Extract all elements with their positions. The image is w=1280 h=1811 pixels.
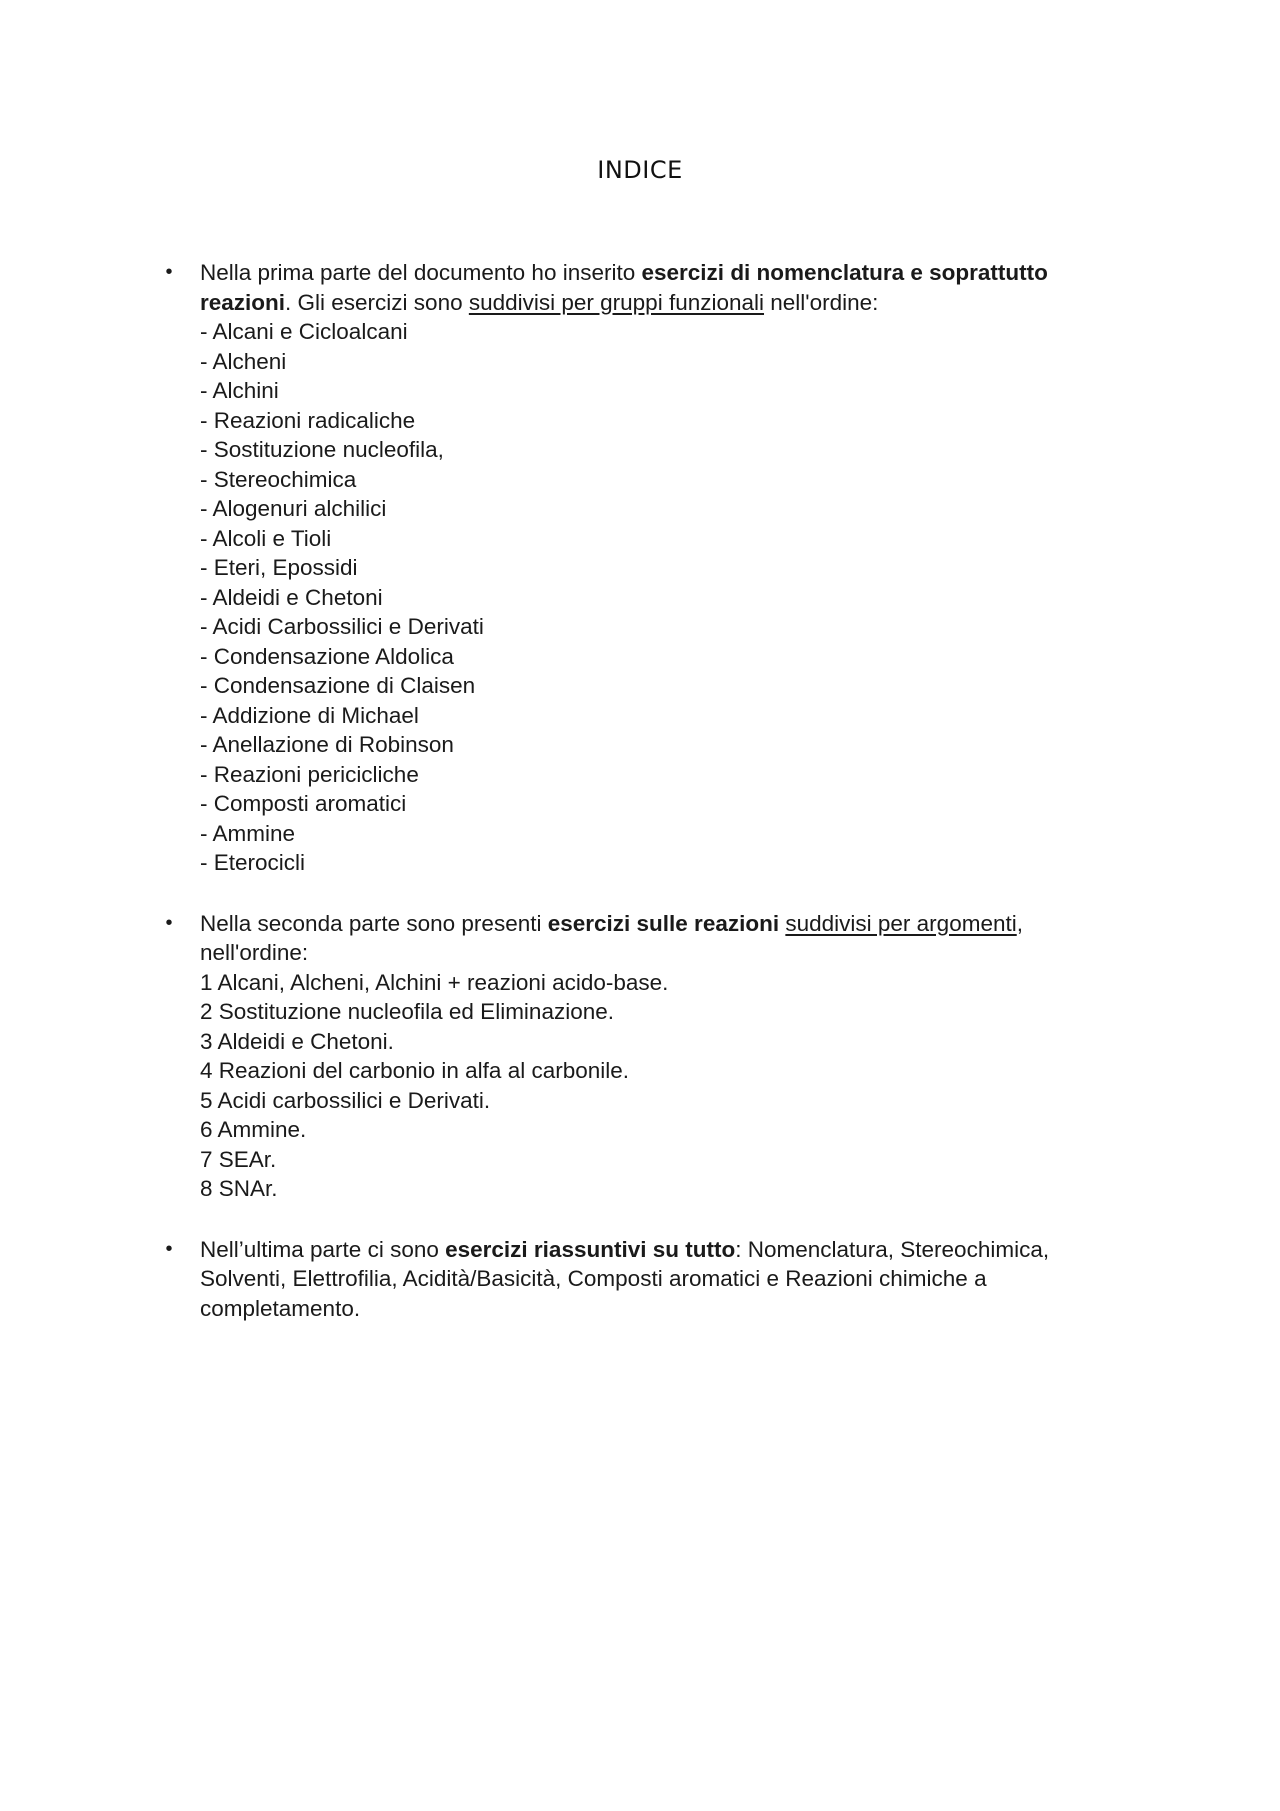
list-item: - Eterocicli [200, 850, 306, 875]
bullet-icon: • [165, 1237, 173, 1260]
list-item: - Ammine [200, 820, 296, 846]
list-item: - Acidi Carbossilici e Derivati [200, 614, 484, 639]
list-item: - Anellazione di Robinson [200, 732, 454, 757]
section-2-intro-line-2: nell'ordine: [200, 940, 309, 965]
list-item: 8 SNAr. [200, 1176, 278, 1201]
list-item: - Condensazione Aldolica [200, 643, 454, 669]
bold-text: esercizi di nomenclatura e soprattutto [641, 260, 1048, 285]
list-item: - Eteri, Epossidi [200, 555, 358, 580]
bullet-icon: • [165, 911, 173, 934]
list-item: 3 Aldeidi e Chetoni. [200, 1028, 394, 1054]
section-3-intro-line-2: Solventi, Elettrofilia, Acidità/Basicità, Composti aromatici e Reazioni chimiche a [200, 1266, 987, 1291]
index-section-2 [165, 909, 1130, 1204]
section-3-intro-line-1: Nell’ultima parte ci sono esercizi riassuntivi su tutto: Nomenclatura, Stereochimica, [200, 1236, 1050, 1262]
list-item: 7 SEAr. [200, 1146, 277, 1172]
list-item: - Stereochimica [200, 466, 357, 492]
index-section-1 [165, 258, 1130, 878]
index-section-3 [165, 1235, 1130, 1324]
bullet-icon: • [165, 261, 173, 283]
underlined-text: suddivisi per argomenti [785, 910, 1017, 936]
section-3-intro-line-3: completamento. [200, 1295, 361, 1321]
list-item: - Composti aromatici [200, 791, 407, 816]
list-item: - Alcani e Cicloalcani [200, 319, 408, 344]
section-2-intro-line-1: Nella seconda parte sono presenti esercizi sulle reazioni suddivisi per argomenti, [200, 910, 1023, 936]
list-item: 1 Alcani, Alcheni, Alchini + reazioni acido-base. [200, 969, 669, 995]
list-item: 2 Sostituzione nucleofila ed Eliminazione. [200, 999, 614, 1024]
list-item: 5 Acidi carbossilici e Derivati. [200, 1087, 491, 1113]
list-item: - Alcheni [200, 348, 287, 374]
section-1-intro-line-1: Nella prima parte del documento ho inserito esercizi di nomenclatura e soprattutto [200, 260, 1048, 285]
section-1-intro-line-2: reazioni. Gli esercizi sono suddivisi per gruppi funzionali nell'ordine: [200, 289, 879, 315]
list-item: - Reazioni radicaliche [200, 407, 416, 433]
list-item: - Reazioni pericicliche [200, 761, 419, 787]
list-item: - Condensazione di Claisen [200, 673, 476, 698]
list-item: - Addizione di Michael [200, 702, 419, 728]
list-item: - Sostituzione nucleofila, [200, 437, 444, 462]
list-item: 6 Ammine. [200, 1117, 307, 1142]
list-item: - Alcoli e Tioli [200, 525, 332, 551]
page-title: INDICE [597, 156, 683, 184]
bold-text: esercizi sulle reazioni [547, 910, 780, 936]
underlined-text: suddivisi per gruppi funzionali [468, 289, 765, 315]
index-list [165, 258, 1130, 1323]
list-item: - Alchini [200, 378, 279, 403]
list-item: 4 Reazioni del carbonio in alfa al carbonile. [200, 1058, 630, 1083]
list-item: - Aldeidi e Chetoni [200, 584, 383, 610]
bold-text: reazioni [200, 289, 286, 315]
list-item: - Alogenuri alchilici [200, 496, 387, 521]
bold-text: esercizi riassuntivi su tutto [445, 1236, 736, 1262]
